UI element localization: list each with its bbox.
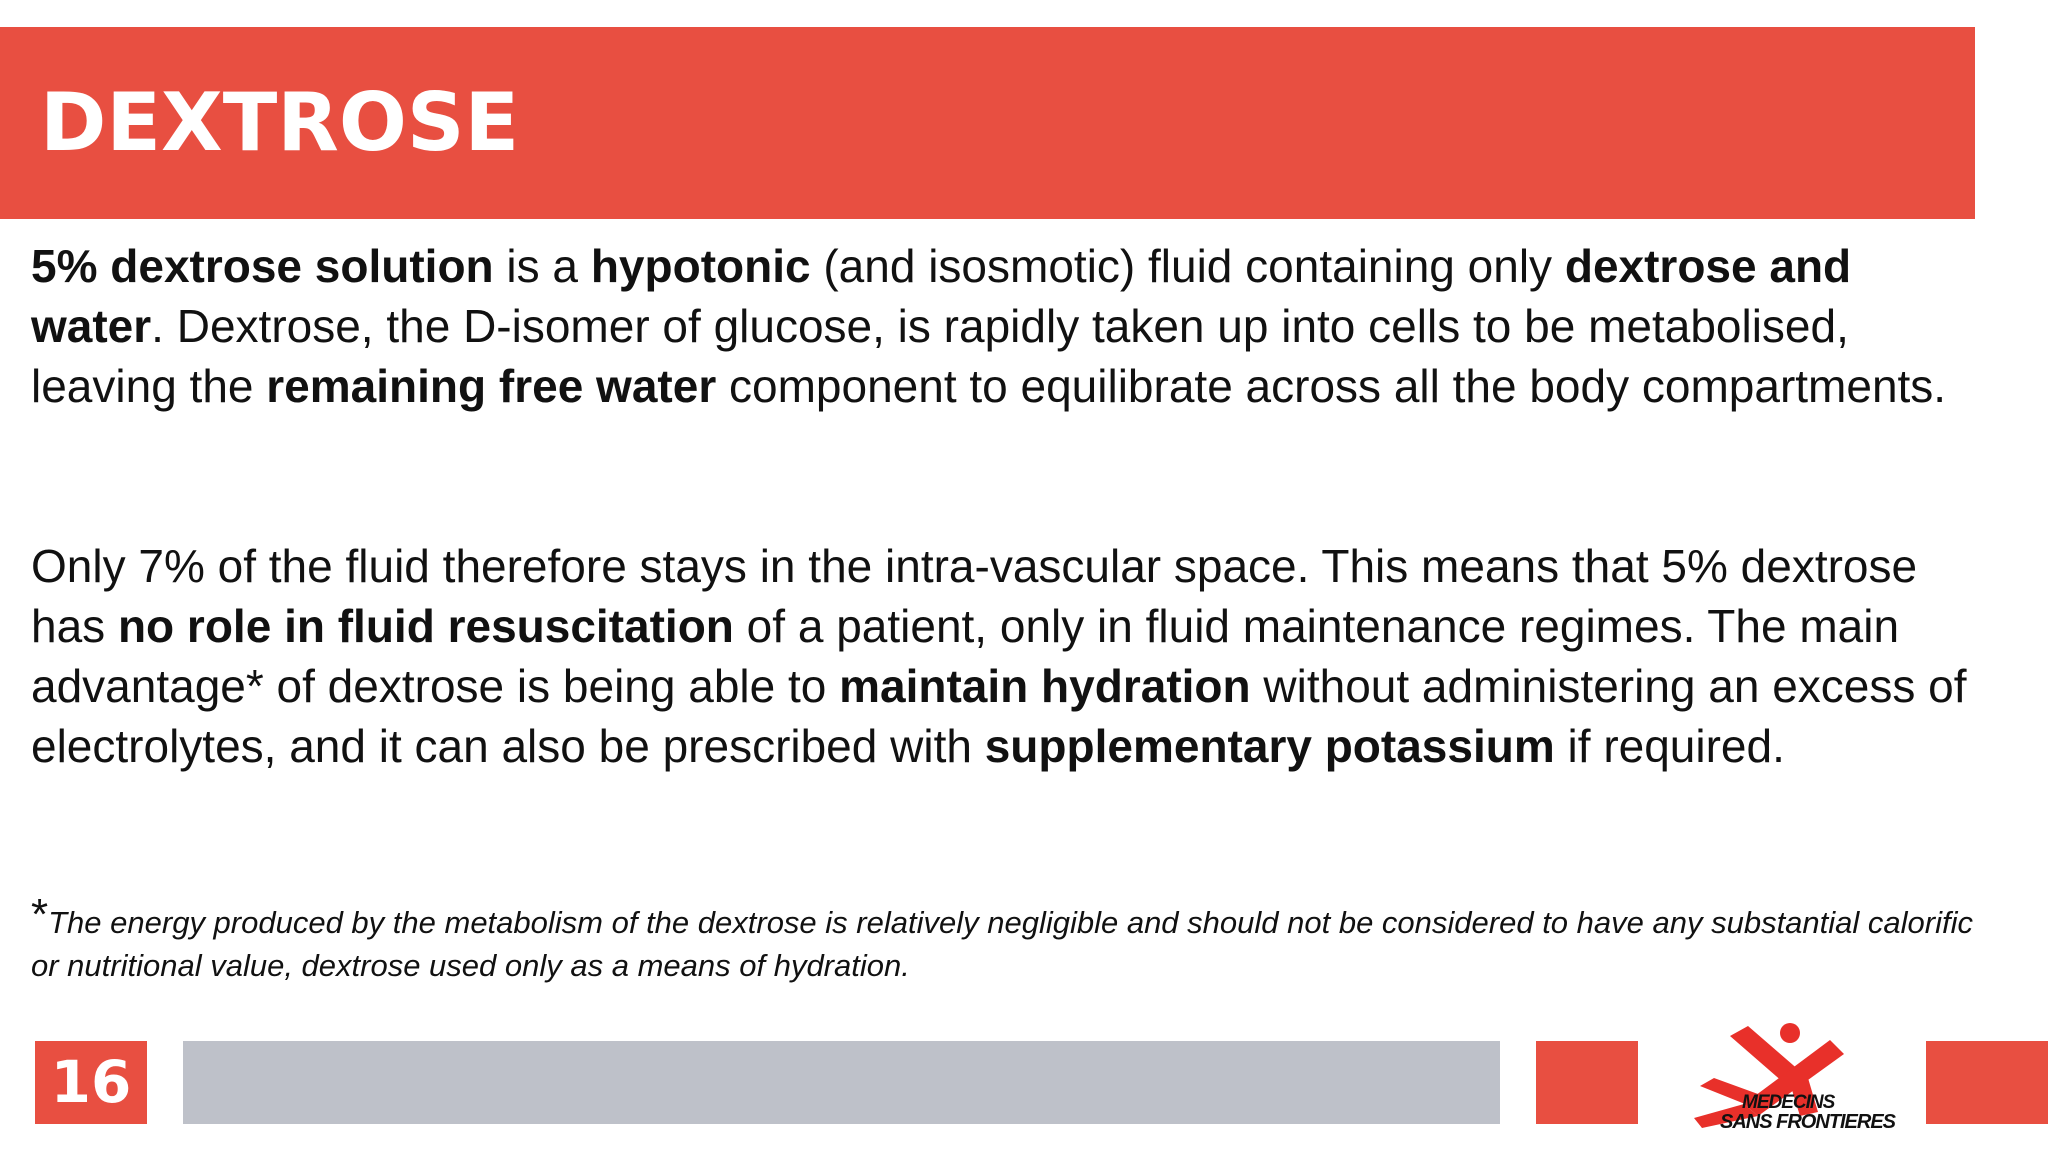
text-bold: remaining free water <box>266 360 717 412</box>
footer-gray-bar <box>183 1041 1500 1124</box>
text-run: without administering an excess of electrolytes, and it can also be prescribed with <box>31 660 1967 772</box>
page-number-badge <box>35 1041 147 1124</box>
text-run: (and isosmotic) fluid containing only <box>810 240 1565 292</box>
footnote-text: The energy produced by the metabolism of the dextrose is relatively negligible and should not be considered to have any substantial calorific or nutritional value, dextrose used only as a means of hydration. <box>31 905 1973 983</box>
footer-red-block-right <box>1926 1041 2048 1124</box>
text-bold: dextrose and water <box>31 240 1852 352</box>
text-bold: maintain hydration <box>839 660 1251 712</box>
paragraph-role <box>31 536 1991 776</box>
text-bold: 5% dextrose solution <box>31 240 494 292</box>
text-run: Only 7% of the fluid therefore stays in the intra-vascular space. This means that 5% dextrose has <box>31 540 1918 652</box>
text-bold: hypotonic <box>590 240 811 292</box>
title-bar <box>0 27 1975 219</box>
slide-title: DEXTROSE <box>40 76 520 169</box>
text-run: component to equilibrate across all the body compartments. <box>716 360 1947 412</box>
text-run: if required. <box>1554 720 1785 772</box>
logo-text-medecins: MEDECINS <box>1742 1092 1835 1113</box>
logo-text-sans-frontieres: SANS FRONTIERES <box>1720 1111 1896 1133</box>
msf-logo <box>1640 1016 1920 1136</box>
text-run: of a patient, only in fluid maintenance regimes. The main advantage* of dextrose is being able to <box>31 600 1900 712</box>
page-number: 16 <box>50 1048 132 1116</box>
text-run: is a <box>493 240 591 292</box>
footnote-marker: * <box>31 890 49 939</box>
text-bold: supplementary potassium <box>984 720 1555 772</box>
text-bold: no role in fluid resuscitation <box>117 600 734 652</box>
paragraph-intro <box>31 236 1991 416</box>
footer-red-block-left <box>1536 1041 1638 1124</box>
text-run: . Dextrose, the D-isomer of glucose, is rapidly taken up into cells to be metabolised, leaving the <box>31 300 1849 412</box>
footnote <box>31 890 1991 987</box>
